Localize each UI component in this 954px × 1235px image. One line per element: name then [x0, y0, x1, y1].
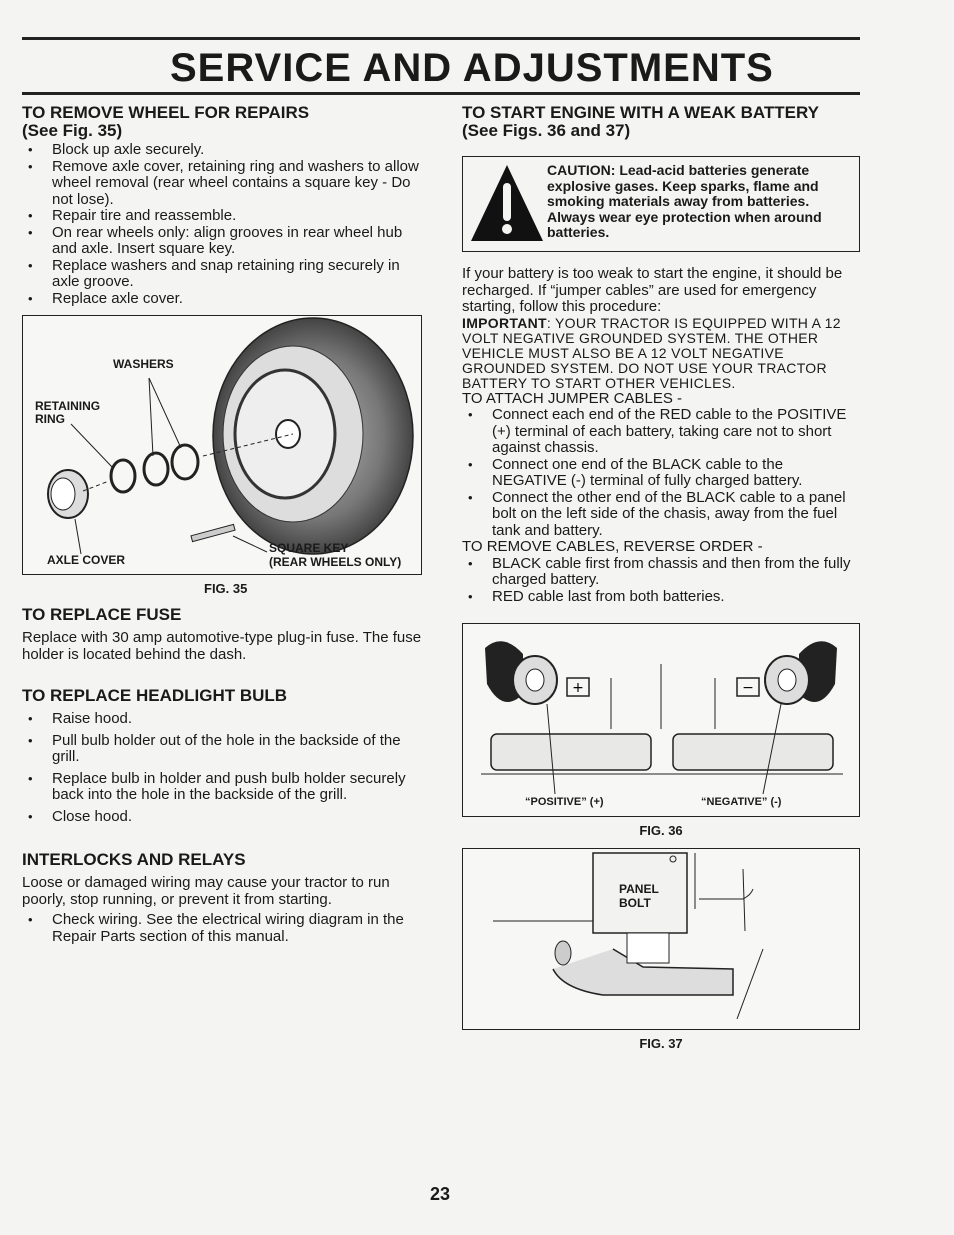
fig36-caption: FIG. 36 [639, 823, 683, 838]
list-item: • Close hood. [22, 809, 422, 826]
label-axle-cover: AXLE COVER [47, 553, 126, 567]
right-column [462, 104, 860, 1051]
battery-illustration [463, 624, 859, 816]
label-washers: WASHERS [113, 357, 174, 371]
svg-text:+: + [572, 680, 584, 696]
attach-steps [462, 407, 860, 539]
wheel-illustration [23, 316, 420, 574]
page-number: 23 [430, 1184, 451, 1204]
list-item: • Pull bulb holder out of the hole in the backside of the grill. [22, 733, 422, 766]
fig35-caption: FIG. 35 [204, 581, 248, 596]
interlocks-heading: INTERLOCKS AND RELAYS [22, 850, 246, 869]
fig37-figure [462, 848, 860, 1030]
top-rule [22, 37, 860, 40]
panel-bolt-illustration [463, 849, 859, 1029]
remove-wheel-subheading: (See Fig. 35) [22, 121, 123, 140]
remove-wheel-heading: TO REMOVE WHEEL FOR REPAIRS [22, 103, 310, 122]
list-item: • RED cable last from both batteries. [462, 589, 860, 606]
warning-icon [467, 159, 547, 249]
list-item: • On rear wheels only: align grooves in rear wheel hub and axle. Insert square key. [22, 225, 422, 258]
label-panel: PANEL [619, 882, 659, 896]
list-item: • Raise hood. [22, 711, 422, 728]
weak-battery-intro: If your battery is too weak to start the engine, it should be recharged. If “jumper cables” are used for emergency starting, follow this procedure: [462, 265, 843, 315]
label-retaining-ring: RETAINING RING [35, 399, 101, 426]
important-text: : YOUR TRACTOR IS EQUIPPED WITH A 12 VOLT NEGATIVE GROUNDED SYSTEM. THE OTHER VEHICLE MUST ALSO BE A 12 VOLT NEGATIVE GROUNDED SYSTEM. DO NOT USE YOUR TRACTOR BATTERY TO START OTHER VEHICLES. [462, 314, 841, 391]
caution-box [462, 156, 860, 252]
list-item: • Remove axle cover, retaining ring and washers to allow wheel removal (rear wheel contains a square key - Do not lose). [22, 159, 422, 209]
list-item: • Repair tire and reassemble. [22, 208, 422, 225]
svg-text:−: − [742, 680, 754, 696]
remove-heading: TO REMOVE CABLES, REVERSE ORDER - [462, 538, 763, 555]
list-item: • BLACK cable first from chassis and then from the fully charged battery. [462, 556, 860, 589]
list-item: • Block up axle securely. [22, 142, 422, 159]
list-item: • Replace washers and snap retaining ring securely in axle groove. [22, 258, 422, 291]
label-positive: “POSITIVE” (+) [525, 796, 604, 808]
weak-battery-heading: TO START ENGINE WITH A WEAK BATTERY [462, 103, 819, 122]
label-negative: “NEGATIVE” (-) [701, 796, 782, 808]
list-item: • Connect one end of the BLACK cable to the NEGATIVE (-) terminal of fully charged battery. [462, 457, 860, 490]
headlight-heading: TO REPLACE HEADLIGHT BULB [22, 686, 288, 705]
list-item: • Connect each end of the RED cable to the POSITIVE (+) terminal of each battery, taking care not to short against chassis. [462, 407, 860, 457]
replace-fuse-heading: TO REPLACE FUSE [22, 605, 182, 624]
important-note [462, 316, 860, 391]
attach-heading: TO ATTACH JUMPER CABLES - [462, 389, 683, 407]
caution-text: CAUTION: Lead-acid batteries generate explosive gases. Keep sparks, flame and smoking materials away from batteries. Always wear eye protection when around batteries. [547, 162, 822, 240]
headlight-steps [22, 711, 422, 825]
weak-battery-subheading: (See Figs. 36 and 37) [462, 121, 631, 140]
title-rule [22, 92, 860, 95]
label-bolt: BOLT [619, 896, 651, 910]
interlocks-steps [22, 912, 422, 945]
page-title: SERVICE AND ADJUSTMENTS [170, 46, 774, 90]
interlocks-text: Loose or damaged wiring may cause your tractor to run poorly, stop running, or prevent it from starting. [22, 874, 390, 908]
list-item: • Connect the other end of the BLACK cable to a panel bolt on the left side of the chasis, away from the fuel tank and battery. [462, 490, 860, 540]
list-item: • Replace axle cover. [22, 291, 422, 308]
remove-steps [462, 556, 860, 606]
label-rear-wheels-only: (REAR WHEELS ONLY) [269, 555, 402, 569]
important-label: IMPORTANT [462, 314, 547, 331]
list-item: • Replace bulb in holder and push bulb holder securely back into the hole in the backside of the grill. [22, 771, 422, 804]
fig35-figure [22, 315, 422, 575]
left-column [22, 104, 422, 945]
replace-fuse-text: Replace with 30 amp automotive-type plug-in fuse. The fuse holder is located behind the dash. [22, 629, 422, 663]
label-square-key: SQUARE KEY [269, 541, 349, 555]
fig37-caption: FIG. 37 [639, 1036, 683, 1051]
fig36-figure [462, 623, 860, 817]
remove-wheel-steps [22, 142, 422, 307]
list-item: • Check wiring. See the electrical wiring diagram in the Repair Parts section of this manual. [22, 912, 422, 945]
